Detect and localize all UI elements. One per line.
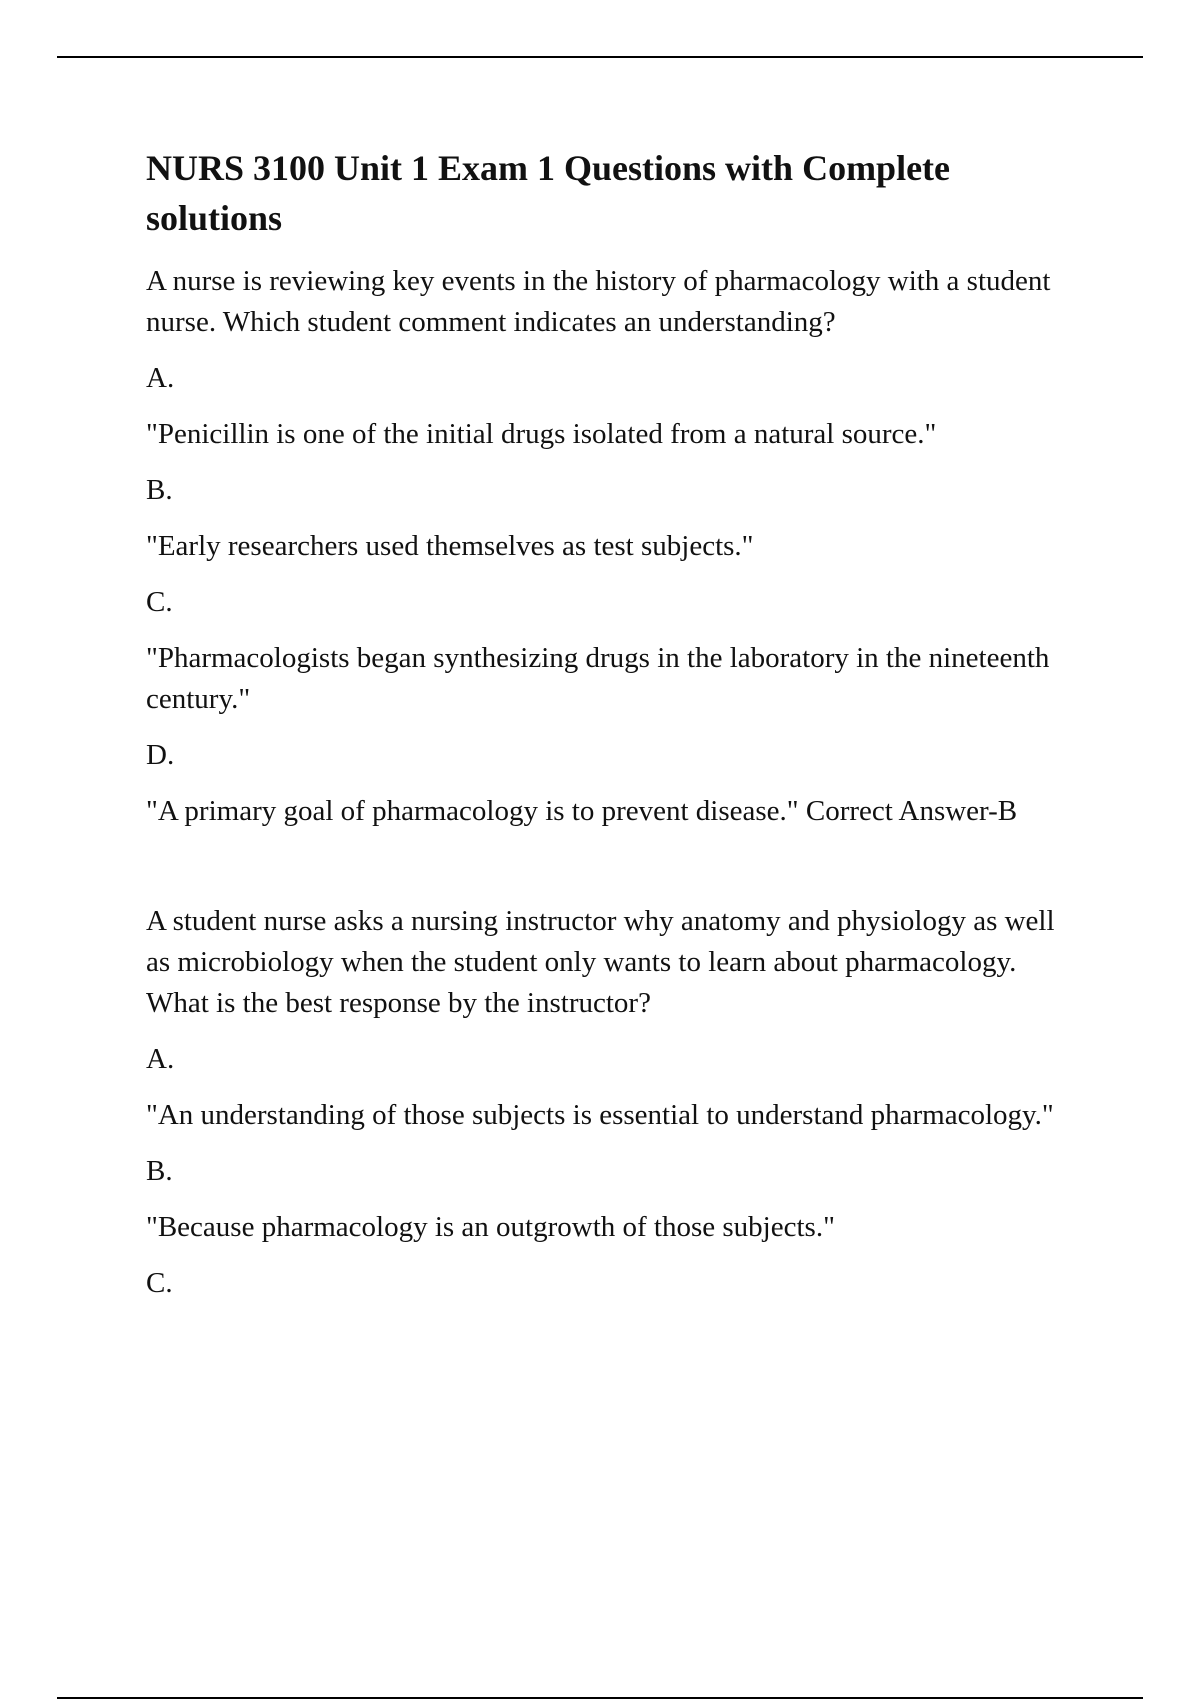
document-body <box>146 143 1066 1319</box>
document-title: NURS 3100 Unit 1 Exam 1 Questions with Complete solutions <box>146 148 951 238</box>
question-2 <box>146 901 1066 1304</box>
top-rule <box>57 56 1143 58</box>
option-letter: B. <box>146 1155 173 1187</box>
option-text: "An understanding of those subjects is essential to understand pharmacology." <box>146 1099 1054 1131</box>
option-letter: C. <box>146 1267 173 1299</box>
option-letter: C. <box>146 586 173 618</box>
option-text-with-answer: "A primary goal of pharmacology is to prevent disease." Correct Answer-B <box>146 795 1018 827</box>
question-1 <box>146 261 1066 832</box>
question-stem: A student nurse asks a nursing instructor why anatomy and physiology as well as microbiology when the student only wants to learn about pharmacology. What is the best response by the instructor? <box>146 905 1055 1019</box>
option-text: "Because pharmacology is an outgrowth of those subjects." <box>146 1211 835 1243</box>
option-text: "Pharmacologists began synthesizing drugs in the laboratory in the nineteenth century." <box>146 642 1050 715</box>
bottom-rule <box>57 1697 1143 1699</box>
option-letter: A. <box>146 362 175 394</box>
option-letter: B. <box>146 474 173 506</box>
question-stem: A nurse is reviewing key events in the history of pharmacology with a student nurse. Which student comment indicates an understanding? <box>146 265 1051 338</box>
option-text: "Early researchers used themselves as test subjects." <box>146 530 754 562</box>
option-letter: A. <box>146 1043 175 1075</box>
option-text: "Penicillin is one of the initial drugs isolated from a natural source." <box>146 418 937 450</box>
option-letter: D. <box>146 739 175 771</box>
